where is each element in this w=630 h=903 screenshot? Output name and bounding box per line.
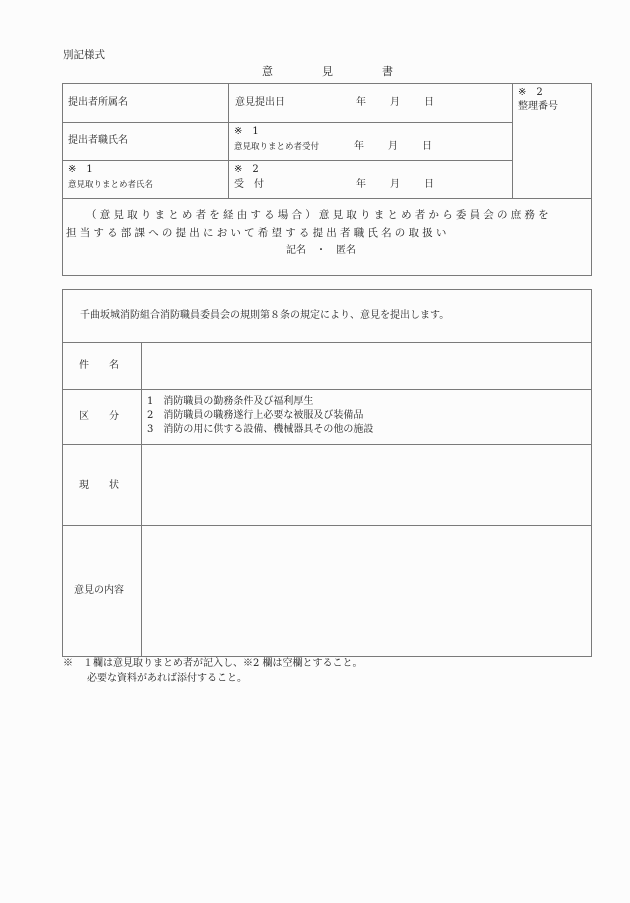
footnote-line2: 必要な資料があれば添付すること。: [87, 673, 247, 684]
category-label: 区 分: [79, 411, 119, 422]
border: [62, 289, 63, 657]
title-char: 書: [382, 65, 393, 78]
form-label: 別記様式: [63, 49, 105, 61]
category-option-2[interactable]: 2 消防職員の職務遂行上必要な被服及び装備品: [147, 410, 364, 421]
category-option-1[interactable]: 1 消防職員の勤務条件及び福利厚生: [147, 396, 314, 407]
handling-text-line2: 担当する部課への提出において希望する提出者職氏名の取扱い: [66, 227, 450, 239]
border: [512, 83, 513, 198]
border: [62, 83, 63, 276]
collector-received-date[interactable]: 年 月 日: [354, 141, 432, 152]
handling-options[interactable]: 記名 ・ 匿名: [286, 245, 356, 256]
handling-text-line1: （意見取りまとめ者を経由する場合）意見取りまとめ者から委員会の庶務を: [86, 209, 552, 221]
ref-number-mark: ※ 2: [518, 87, 543, 98]
border: [62, 160, 512, 161]
collector-name-mark: ※ 1: [68, 164, 93, 175]
collector-received-label: 意見取りまとめ者受付: [234, 142, 320, 152]
reception-date[interactable]: 年 月 日: [356, 179, 434, 190]
border: [62, 275, 592, 276]
border: [62, 122, 512, 123]
footnote-line1: ※ １欄は意見取りまとめ者が記入し、※2 欄は空欄とすること。: [63, 658, 363, 669]
ref-number-label: 整理番号: [518, 101, 558, 112]
affiliation-label: 提出者所属名: [68, 97, 128, 108]
opinion-content-field[interactable]: [142, 526, 591, 656]
current-status-field[interactable]: [142, 445, 591, 525]
category-option-3[interactable]: 3 消防の用に供する設備、機械器具その他の施設: [147, 424, 374, 435]
name-label: 提出者職氏名: [68, 135, 128, 146]
border: [228, 83, 229, 198]
document-title: [262, 63, 442, 79]
border: [591, 289, 592, 657]
submit-date-label: 意見提出日: [235, 97, 285, 108]
collector-received-mark: ※ 1: [234, 126, 259, 137]
subject-label: 件 名: [79, 360, 119, 371]
submit-date-field[interactable]: 年 月 日: [356, 97, 434, 108]
subject-field[interactable]: [142, 343, 591, 389]
reception-label: 受 付: [234, 179, 264, 190]
current-status-label: 現 状: [79, 480, 119, 491]
border: [62, 198, 592, 199]
intro-text: 千曲坂城消防組合消防職員委員会の規則第８条の規定により、意見を提出します。: [80, 310, 450, 321]
title-char: 意: [262, 65, 273, 78]
border: [62, 289, 592, 290]
title-char: 見: [322, 65, 333, 78]
reception-mark: ※ 2: [234, 164, 259, 175]
collector-name-label: 意見取りまとめ者氏名: [68, 180, 154, 190]
opinion-content-label: 意見の内容: [74, 585, 124, 596]
border: [591, 83, 592, 276]
